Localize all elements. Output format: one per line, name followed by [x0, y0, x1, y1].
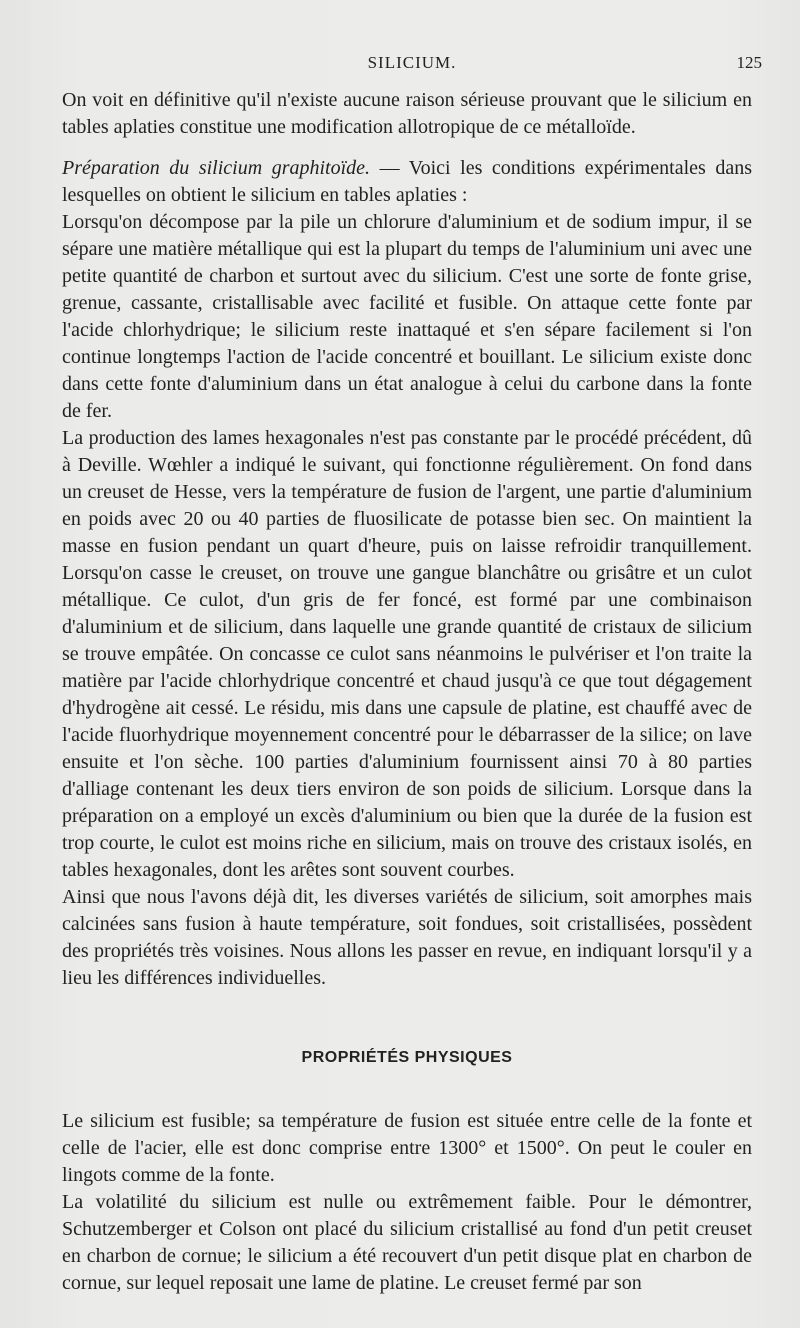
paragraph-intro: On voit en définitive qu'il n'existe aucune raison sérieuse prouvant que le silicium en tables aplaties constitue une modification allotropique de ce métalloïde. [62, 89, 752, 138]
paragraph-fusion: Le silicium est fusible; sa température de fusion est située entre celle de la fonte et celle de l'acier, elle est donc comprise entre 1300° et 1500°. On peut le couler en lingots comme de la fonte. [62, 1110, 752, 1186]
paragraph-preparation [62, 155, 752, 209]
paragraph-volatilite: La volatilité du silicium est nulle ou extrêmement faible. Pour le démontrer, Schutzemberger et Colson ont placé du silicium cristallisé au fond d'un petit creuset en charbon de cornue; le silicium a été recouvert d'un petit disque plat en charbon de cornue, sur lequel reposait une lame de platine. Le creuset fermé par son [62, 1191, 752, 1294]
body-text [62, 87, 752, 1297]
running-head [62, 53, 762, 79]
page-number: 125 [736, 53, 762, 72]
preparation-text: — Voici les conditions expérimentales dans lesquelles on obtient le silicium en tables aplaties : [62, 157, 753, 206]
paragraph-pile: Lorsqu'on décompose par la pile un chlorure d'aluminium et de sodium impur, il se sépare une matière métallique qui est la plupart du temps de l'aluminium uni avec une petite quantité de charbon et surtout avec du silicium. C'est une sorte de fonte grise, grenue, cassante, cristallisable avec facilité et fusible. On attaque cette fonte par l'acide chlorhydrique; le silicium reste inattaqué et s'en sépare facilement si l'on continue longtemps l'action de l'acide concentré et bouillant. Le silicium existe donc dans cette fonte d'aluminium dans un état analogue à celui du carbone dans la fonte de fer. [62, 211, 752, 422]
running-title: SILICIUM. [367, 53, 457, 72]
paragraph-varietes: Ainsi que nous l'avons déjà dit, les diverses variétés de silicium, soit amorphes mais calcinées sans fusion à haute température, soit fondues, soit cristallisées, possèdent des propriétés très voisines. Nous allons les passer en revue, en indiquant lorsqu'il y a lieu les différences individuelles. [62, 886, 752, 989]
section-heading: PROPRIÉTÉS PHYSIQUES [301, 1049, 513, 1066]
preparation-title: Préparation du silicium graphitoïde. [62, 157, 371, 179]
paragraph-gap [62, 141, 752, 155]
paragraph-woehler: La production des lames hexagonales n'est pas constante par le procédé précédent, dû à Deville. Wœhler a indiqué le suivant, qui fonctionne régulièrement. On fond dans un creuset de Hesse, vers la température de fusion de l'argent, une partie d'aluminium en poids avec 20 ou 40 parties de fluosilicate de potasse bien sec. On maintient la masse en fusion pendant un quart d'heure, puis on laisse refroidir tranquillement. Lorsqu'on casse le creuset, on trouve une gangue blanchâtre ou grisâtre et un culot métallique. Ce culot, d'un gris de fer foncé, est formé par une combinaison d'aluminium et de silicium, dans laquelle une grande quantité de cristaux de silicium se trouve empâtée. On concasse ce culot sans néanmoins le pulvériser et l'on traite la matière par l'acide chlorhydrique concentré et chaud jusqu'à ce que tout dégagement d'hydrogène ait cessé. Le résidu, mis dans une capsule de platine, est chauffé avec de l'acide fluorhydrique moyennement concentré pour le débarrasser de la silice; on lave ensuite et l'on sèche. 100 parties d'aluminium fournissent ainsi 70 à 80 parties d'alliage contenant les deux tiers environ de son poids de silicium. Lorsque dans la préparation on a employé un excès d'aluminium ou bien que la durée de la fusion est trop courte, le culot est moins riche en silicium, mais on trouve des cristaux isolés, en tables hexagonales, dont les arêtes sont souvent courbes. [62, 427, 752, 881]
